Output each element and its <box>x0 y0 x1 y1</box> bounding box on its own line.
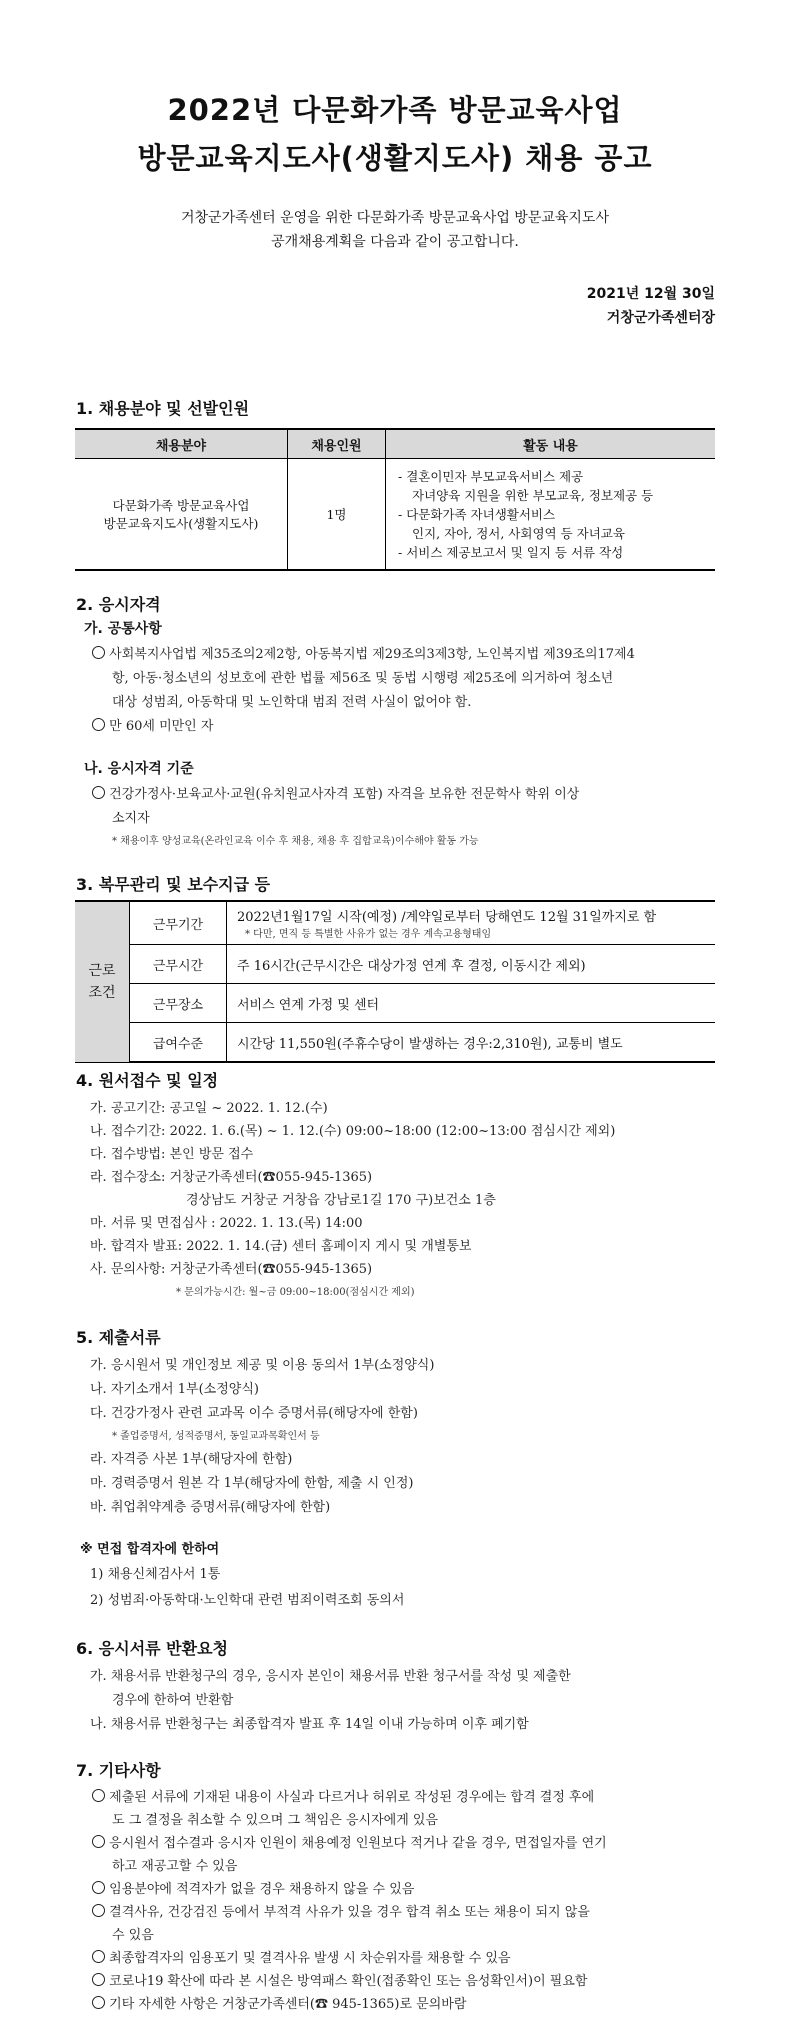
extra-document-line: 2) 성범죄·아동학대·노인학대 관련 범죄이력조회 동의서 <box>90 1593 405 1608</box>
circle-bullet-icon <box>92 1881 105 1894</box>
row-label: 근무장소 <box>130 984 227 1023</box>
return-line: 경우에 한하여 반환함 <box>112 1693 234 1708</box>
work-conditions-table <box>75 900 715 1063</box>
activity-line: 자녀양육 지원을 위한 부모교육, 정보제공 등 <box>412 487 654 503</box>
row-label: 급여수준 <box>130 1023 227 1063</box>
conditions-group-label <box>75 901 130 1062</box>
intro-line-2: 공개채용계획을 다음과 같이 공고합니다. <box>271 234 519 250</box>
section5-heading: 5. 제출서류 <box>76 1328 161 1347</box>
schedule-line: 나. 접수기간: 2022. 1. 6.(목) ~ 1. 12.(수) 09:00~18:00 (12:00~13:00 점심시간 제외) <box>90 1124 616 1139</box>
row-label: 근무기간 <box>130 901 227 945</box>
eligibility-text: 만 60세 미만인 자 <box>109 719 214 734</box>
other-text: 결격사유, 건강검진 등에서 부적격 사유가 있을 경우 합격 취소 또는 채용이 되지 않을 <box>109 1905 590 1920</box>
schedule-line: 바. 합격자 발표: 2022. 1. 14.(금) 센터 홈페이지 게시 및 개별통보 <box>90 1239 472 1254</box>
other-item <box>92 1832 607 1851</box>
intro-paragraph <box>0 206 790 254</box>
eligibility-item <box>92 643 635 662</box>
schedule-line: 가. 공고기간: 공고일 ~ 2022. 1. 12.(수) <box>90 1101 328 1116</box>
other-text: 기타 자세한 사항은 거창군가족센터(☎ 945-1365)로 문의바람 <box>109 1997 467 2012</box>
eligibility-text: 항, 아동·청소년의 성보호에 관한 법률 제56조 및 동법 시행령 제25조에 의거하여 청소년 <box>112 671 614 686</box>
circle-bullet-icon <box>92 1996 105 2009</box>
period-text: 2022년1월17일 시작(예정) /계약일로부터 당해연도 12월 31일까지로 함 <box>237 910 657 925</box>
document-line: 나. 자기소개서 1부(소정양식) <box>90 1382 259 1397</box>
qualification-item <box>92 783 579 802</box>
section2-sub-a: 가. 공통사항 <box>84 621 162 637</box>
group-line: 근로 <box>88 962 116 979</box>
other-text: 코로나19 확산에 따라 본 시설은 방역패스 확인(접종확인 또는 음성확인서)이 필요함 <box>109 1974 588 1989</box>
circle-bullet-icon <box>92 1835 105 1848</box>
cell-count: 1명 <box>288 459 386 571</box>
row-label: 근무시간 <box>130 945 227 984</box>
section4-heading: 4. 원서접수 및 일정 <box>76 1071 219 1090</box>
other-item <box>92 1786 594 1805</box>
document-note: * 졸업증명서, 성적증명서, 동일교과목확인서 등 <box>112 1431 320 1442</box>
other-item <box>92 1993 466 2012</box>
schedule-line: 다. 접수방법: 본인 방문 접수 <box>90 1147 254 1162</box>
circle-bullet-icon <box>92 646 105 659</box>
period-note: * 다만, 면직 등 특별한 사유가 없는 경우 계속고용형태임 <box>245 929 492 940</box>
row-value: 서비스 연계 가정 및 센터 <box>227 984 716 1023</box>
document-line: 라. 자격증 사본 1부(해당자에 한함) <box>90 1452 293 1467</box>
section7-heading: 7. 기타사항 <box>76 1761 161 1780</box>
eligibility-text: 대상 성범죄, 아동학대 및 노인학대 범죄 전력 사실이 없어야 함. <box>112 695 472 710</box>
qualification-text: 건강가정사·보육교사·교원(유치원교사자격 포함) 자격을 보유한 전문학사 학위 이상 <box>109 787 580 802</box>
schedule-line: 경상남도 거창군 거창읍 강남로1길 170 구)보건소 1층 <box>186 1193 496 1208</box>
row-value <box>227 901 716 945</box>
intro-line-1: 거창군가족센터 운영을 위한 다문화가족 방문교육사업 방문교육지도사 <box>181 210 609 226</box>
recruitment-table <box>75 428 715 571</box>
circle-bullet-icon <box>92 786 105 799</box>
document-line: 가. 응시원서 및 개인정보 제공 및 이용 동의서 1부(소정양식) <box>90 1358 435 1373</box>
section6-heading: 6. 응시서류 반환요청 <box>76 1639 228 1658</box>
circle-bullet-icon <box>92 1904 105 1917</box>
other-item <box>92 1878 414 1897</box>
other-text: 수 있음 <box>112 1928 154 1943</box>
circle-bullet-icon <box>92 1973 105 1986</box>
circle-bullet-icon <box>92 1950 105 1963</box>
section2-sub-b: 나. 응시자격 기준 <box>84 761 194 777</box>
other-text: 제출된 서류에 기재된 내용이 사실과 다르거나 허위로 작성된 경우에는 합격 결정 후에 <box>109 1790 595 1805</box>
other-text: 하고 재공고할 수 있음 <box>112 1859 238 1874</box>
row-value: 주 16시간(근무시간은 대상가정 연계 후 결정, 이동시간 제외) <box>227 945 716 984</box>
schedule-line: 라. 접수장소: 거창군가족센터(☎055-945-1365) <box>90 1170 373 1185</box>
cell-activities <box>386 459 716 571</box>
other-text: 도 그 결정을 취소할 수 있으며 그 책임은 응시자에게 있음 <box>112 1813 439 1828</box>
activity-line: 인지, 자아, 정서, 사회영역 등 자녀교육 <box>412 525 625 541</box>
row-value: 시간당 11,550원(주휴수당이 발생하는 경우:2,310원), 교통비 별도 <box>227 1023 716 1063</box>
field-line-1: 다문화가족 방문교육사업 <box>112 498 250 513</box>
qualification-note: * 채용이후 양성교육(온라인교육 이수 후 채용, 채용 후 집합교육)이수해야 활동 가능 <box>112 836 479 847</box>
document-line: 마. 경력증명서 원본 각 1부(해당자에 한함, 제출 시 인정) <box>90 1476 414 1491</box>
schedule-line: 마. 서류 및 면접심사 : 2022. 1. 13.(목) 14:00 <box>90 1216 363 1231</box>
header-activities: 활동 내용 <box>386 429 716 459</box>
circle-bullet-icon <box>92 718 105 731</box>
issue-date: 2021년 12월 30일 <box>586 286 715 302</box>
other-item <box>92 1901 590 1920</box>
other-text: 응시원서 접수결과 응시자 인원이 채용예정 인원보다 적거나 같을 경우, 면접일자를 연기 <box>109 1836 607 1851</box>
return-line: 나. 채용서류 반환청구는 최종합격자 발표 후 14일 이내 가능하며 이후 폐기함 <box>90 1717 529 1732</box>
qualification-text: 소지자 <box>112 811 150 826</box>
section2-heading: 2. 응시자격 <box>76 595 161 614</box>
activity-line: - 서비스 제공보고서 및 일지 등 서류 작성 <box>398 544 624 560</box>
issue-block <box>587 282 715 330</box>
section3-heading: 3. 복무관리 및 보수지급 등 <box>76 875 271 894</box>
interview-extra-heading: ※ 면접 합격자에 한하여 <box>80 1542 220 1557</box>
contact-hours-note: * 문의가능시간: 월~금 09:00~18:00(점심시간 제외) <box>176 1287 415 1298</box>
issuer-name: 거창군가족센터장 <box>606 310 715 326</box>
group-line: 조건 <box>88 984 116 1001</box>
eligibility-text: 사회복지사업법 제35조의2제2항, 아동복지법 제29조의3제3항, 노인복지법 제39조의17제4 <box>109 647 635 662</box>
header-field: 채용분야 <box>75 429 288 459</box>
extra-document-line: 1) 채용신체검사서 1통 <box>90 1567 221 1582</box>
other-item <box>92 1970 587 1989</box>
cell-field <box>75 459 288 571</box>
document-line: 다. 건강가정사 관련 교과목 이수 증명서류(해당자에 한함) <box>90 1406 418 1421</box>
title-line-2: 방문교육지도사(생활지도사) 채용 공고 <box>137 141 653 175</box>
circle-bullet-icon <box>92 1789 105 1802</box>
header-count: 채용인원 <box>288 429 386 459</box>
schedule-line: 사. 문의사항: 거창군가족센터(☎055-945-1365) <box>90 1262 373 1277</box>
other-text: 최종합격자의 임용포기 및 결격사유 발생 시 차순위자를 채용할 수 있음 <box>109 1951 511 1966</box>
field-line-2: 방문교육지도사(생활지도사) <box>103 516 259 531</box>
other-text: 임용분야에 적격자가 없을 경우 채용하지 않을 수 있음 <box>109 1882 415 1897</box>
eligibility-item <box>92 715 213 734</box>
other-item <box>92 1947 511 1966</box>
return-line: 가. 채용서류 반환청구의 경우, 응시자 본인이 채용서류 반환 청구서를 작성 및 제출한 <box>90 1669 571 1684</box>
section1-heading: 1. 채용분야 및 선발인원 <box>76 399 250 418</box>
activity-line: - 다문화가족 자녀생활서비스 <box>398 506 556 522</box>
activity-line: - 결혼이민자 부모교육서비스 제공 <box>398 468 584 484</box>
document-line: 바. 취업취약계층 증명서류(해당자에 한함) <box>90 1500 331 1515</box>
title-line-1: 2022년 다문화가족 방문교육사업 <box>167 93 623 127</box>
